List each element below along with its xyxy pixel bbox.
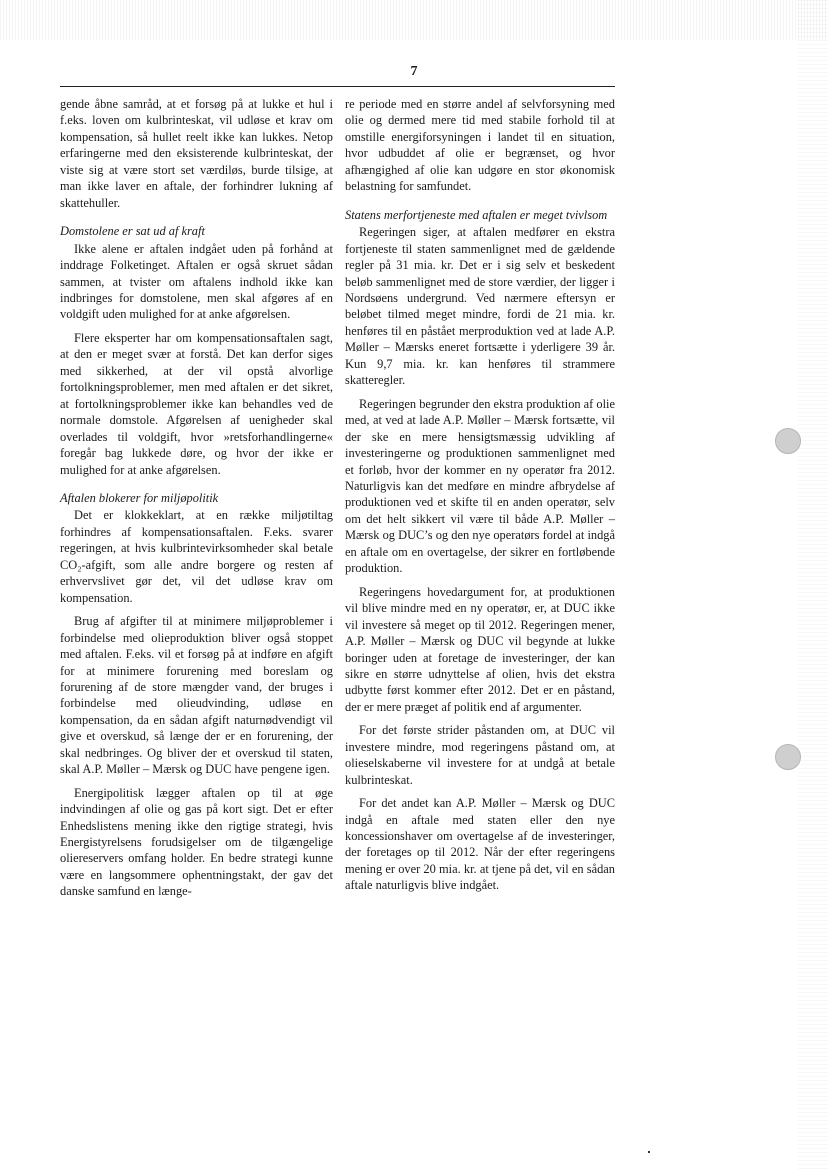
section-heading: Statens merfortjeneste med aftalen er meget tvivlsom — [345, 207, 608, 222]
scan-speck — [648, 1151, 650, 1153]
paragraph: Regeringen begrunder den ekstra produktion af olie med, at ved at lade A.P. Møller – Mærsk fortsætte, vil der ske en mere hensigtsmæssig udvikling af investeringerne og produktionen sammenlignet med et forløb, hvor der kommer en ny operatør fra 2012. Naturligvis kan det medføre en mindre afbrydelse af produktionen ved et skifte til en anden operatør, selv om det helt sikkert vil være til både A.P. Møller – Mærsk og DUC’s og den nye operatørs fordel at indgå en aftale om en overtagelse, der sikrer en fortløbende produktion. — [345, 396, 615, 576]
page-number: 7 — [410, 64, 418, 79]
paragraph: Energipolitisk lægger aftalen op til at øge indvindingen af olie og gas på kort sigt. Det er efter Enhedslistens mening ikke den rigtige strategi, hvis Energistyrelsens forudsigelser om de tilgængelige oliereservers omfang holder. En bedre strategi kunne være en langsommere ophentningstakt, der gav det danske samfund en længe- — [60, 785, 333, 899]
punch-hole-bottom — [775, 744, 801, 770]
left-column — [60, 96, 333, 900]
section-heading: Domstolene er sat ud af kraft — [60, 224, 205, 239]
scan-noise-top — [0, 0, 828, 40]
paragraph: Ikke alene er aftalen indgået uden på forhånd at inddrage Folketinget. Aftalen er også skruet sådan sammen, at tvister om aftalens indhold ikke kan indbringes for domstolene, men skal afgøres af en voldgift uden mulighed for at anke afgørelsen. — [60, 241, 333, 322]
paragraph: Flere eksperter har om kompensationsaftalen sagt, at den er meget svær at forstå. Det kan derfor siges med sikkerhed, at der vil opstå alvorlige fortolkningsproblemer, men med aftalen er det sikret, at fortolkningsproblemer ikke kan behandles ved de normale domstole. Afgørelsen af uenigheder skal overlades til voldgift, hvor »retsforhandlingerne« foregår bag lukkede døre, og hvor der ikke er mulighed for at anke afgørelsen. — [60, 330, 333, 477]
right-column — [345, 96, 615, 894]
paragraph: For det andet kan A.P. Møller – Mærsk og DUC indgå en aftale med staten eller den nye koncessionshaver om overtagelse af de investeringer, der foretages op til 2012. Når der efter regeringens mening er over 20 mia. kr. at tjene på det, vil en sådan aftale naturligvis blive indgået. — [345, 796, 615, 893]
paragraph: re periode med en større andel af selvforsyning med olie og dermed mere tid med stabile forhold til at omstille energiforsyningen i landet til en situation, hvor udbuddet af olie er begrænset, og hvor afhængighed af olie kan udgøre en stor økonomisk belastning for samfundet. — [345, 97, 615, 194]
paragraph: Det er klokkeklart, at en række miljøtiltag forhindres af kompensationsaftalen. F.eks. svarer regeringen, at hvis kulbrintevirksomheder skal betale CO₂-afgift, som alle andre borgere og resten af erhvervslivet gør det, vil det udløse krav om kompensation. — [60, 508, 333, 605]
punch-hole-top — [775, 428, 801, 454]
header-rule — [60, 86, 615, 87]
paragraph: gende åbne samråd, at et forsøg på at lukke et hul i f.eks. loven om kulbrinteskat, vil udløse et krav om kompensation, så hullet reelt ikke kan lukkes. Netop erfaringerne med den eksisterende kulbrinteskat, der viste sig at være stort set værdiløs, burde tilsige, at man ikke laver en aftale, der forhindrer lukning af skattehuller. — [60, 97, 333, 210]
paragraph: Brug af afgifter til at minimere miljøproblemer i forbindelse med olieproduktion bliver også stoppet med aftalen. F.eks. vil et forsøg på at indføre en afgift for at minimere forurening med boreslam og forurening af de store mængder vand, der bruges i forbindelse med olieudvinding, udløse en kompensation, da en sådan afgift naturnødvendigt vil give et overskud, så længe der er en forurening, der skal nedbringes. Og bliver der et overskud til staten, skal A.P. Møller – Mærsk og DUC have pengene igen. — [60, 614, 333, 777]
scan-noise-right-edge — [798, 0, 828, 1169]
paragraph: Regeringens hovedargument for, at produktionen vil blive mindre med en ny operatør, er, at DUC ikke vil investere så meget op til 2012. Regeringen mener, A.P. Møller – Mærsk og DUC vil begynde at lukke boringer uden at foretage de investeringer, der kan sikre en større udnyttelse af olien, hvis det ekstra udbytte først kommer efter 2012. Det er en påstand, der er mere præget af politik end af argumenter. — [345, 584, 615, 714]
paragraph: For det første strider påstanden om, at DUC vil investere mindre, mod regeringens påstand om, at olieselskaberne vil investere for at undgå at betale kulbrinteskat. — [345, 723, 615, 787]
section-heading: Aftalen blokerer for miljøpolitik — [60, 490, 219, 505]
paragraph: Regeringen siger, at aftalen medfører en ekstra fortjeneste til staten sammenlignet med de gældende regler på 31 mia. kr. Det er i sig selv et beskedent beløb sammenlignet med de store værdier, der ligger i Nordsøens undergrund. Ved nærmere eftersyn er beløbet tilmed meget mindre, fordi de 21 mia. kr. henføres til en påstået merproduktion ved at lade A.P. Møller – Mærsks eneret fortsætte i yderligere 39 år. Kun 9,7 mia. kr. kan henføres til strammere skatteregler. — [345, 225, 615, 388]
